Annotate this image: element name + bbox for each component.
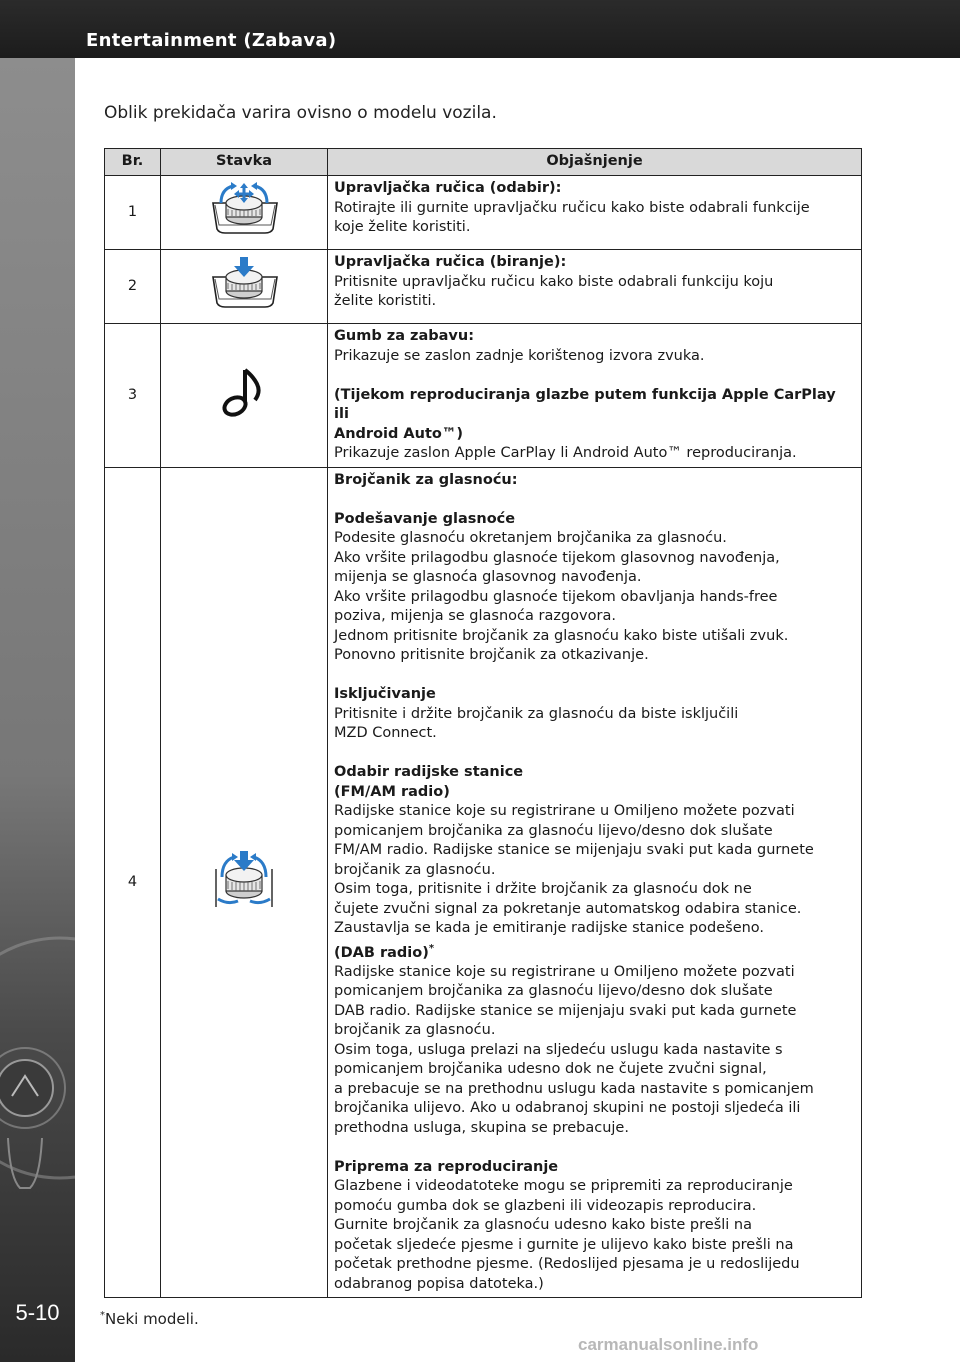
steering-wheel-illustration <box>0 58 75 1362</box>
table-header-row <box>105 149 862 176</box>
page-header <box>0 0 960 58</box>
row-title: Brojčanik za glasnoću: <box>334 471 518 488</box>
page-number: 5-10 <box>15 1300 60 1325</box>
table-row <box>105 176 862 250</box>
row-number: 4 <box>105 467 161 1298</box>
watermark: carmanualsonline.info <box>578 1335 759 1354</box>
row-number: 3 <box>105 324 161 468</box>
sidebar-dashboard-image <box>0 58 75 1362</box>
row-number: 1 <box>105 176 161 250</box>
row-explanation: Gumb za zabavu: Prikazuje se zaslon zadnje korištenog izvora zvuka. (Tijekom reproduciranja glazbe putem funkcija Apple CarPlay ili Android Auto™) Prikazuje zaslon Apple CarPlay li Android Auto™ reproduciranja. <box>328 324 862 468</box>
intro-text: Oblik prekidača varira ovisno o modelu vozila. <box>104 103 497 123</box>
row-explanation: Brojčanik za glasnoću: Podešavanje glasnoće Podesite glasnoću okretanjem brojčanika za glasnoću. Ako vršite prilagodbu glasnoće tijekom glasovnog navođenja, mijenja se glasnoća glasovnog navođenja. Ako vršite prilagodbu glasnoće tijekom obavljanja hands-free poziva, mijenja se glasnoća razgovora. Jednom pritisnite brojčanik za glasnoću kako biste utišali zvuk. Ponovno pritisnite brojčanik za otkazivanje. Isključivanje Pritisnite i držite brojčanik za glasnoću da biste isključili MZD Connect. Odabir radijske stanice (FM/AM radio) Radijske stanice koje su registrirane u Omiljeno možete pozvati pomicanjem brojčanika za glasnoću lijevo/desno dok slušate FM/AM radio. Radijske stanice se mijenjaju svaki put kada gurnete brojčanik za glasnoću. Osim toga, pritisnite i držite brojčanik za glasnoću dok ne čujete zvučni signal za pokretanje automatskog odabira stanice. Zaustavlja se kada je emitiranje radijske stanice podešeno. (DAB radio)* Radijske stanice koje su registrirane u Omiljeno možete pozvati pomicanjem brojčanika za glasnoću lijevo/desno dok slušate DAB radio. Radijske stanice se mijenjaju svaki put kada gurnete brojčanik za glasnoću. Osim toga, usluga prelazi na sljedeću uslugu kada nastavite s pomicanjem brojčanika udesno dok ne čujete zvučni signal, a prebacuje se na prethodnu uslugu kada nastavite s pomicanjem brojčanika ulijevo. Ako u odabranoj skupini ne postoji sljedeća ili prethodna usluga, skupina se prebacuje. Priprema za reproduciranje Glazbene i videodatoteke mogu se pripremiti za reproduciranje pomoću gumba dok se glazbeni ili videozapis reproducira. Gurnite brojčanik za glasnoću udesno kako biste prešli na početak sljedeće pjesme i gurnite je ulijevo kako biste prešli na početak prethodne pjesme. (Redoslijed pjesama je u redoslijedu odabranog popisa datoteka.) <box>328 467 862 1298</box>
column-header-explanation: Objašnjenje <box>328 149 862 176</box>
table-row <box>105 467 862 1298</box>
footnote: *Neki modeli. <box>100 1310 199 1328</box>
rotary-knob-press-icon <box>207 255 281 311</box>
table-row <box>105 324 862 468</box>
column-header-item: Stavka <box>161 149 328 176</box>
row-title: Gumb za zabavu: <box>334 328 474 344</box>
row-explanation: Upravljačka ručica (biranje): Pritisnite upravljačku ručicu kako biste odabrali funkciju koju želite koristiti. <box>328 250 862 324</box>
controls-table <box>104 148 862 1298</box>
row-title: Upravljačka ručica (biranje): <box>334 254 567 270</box>
section-title: Entertainment (Zabava) <box>86 30 337 51</box>
column-header-num: Br. <box>105 149 161 176</box>
rotary-knob-rotate-icon <box>207 181 281 237</box>
row-explanation: Upravljačka ručica (odabir): Rotirajte ili gurnite upravljačku ručicu kako biste odabrali funkcije koje želite koristiti. <box>328 176 862 250</box>
row-title: Upravljačka ručica (odabir): <box>334 180 562 196</box>
row-number: 2 <box>105 250 161 324</box>
table-row <box>105 250 862 324</box>
music-note-icon <box>219 364 269 420</box>
volume-dial-icon <box>212 849 276 909</box>
